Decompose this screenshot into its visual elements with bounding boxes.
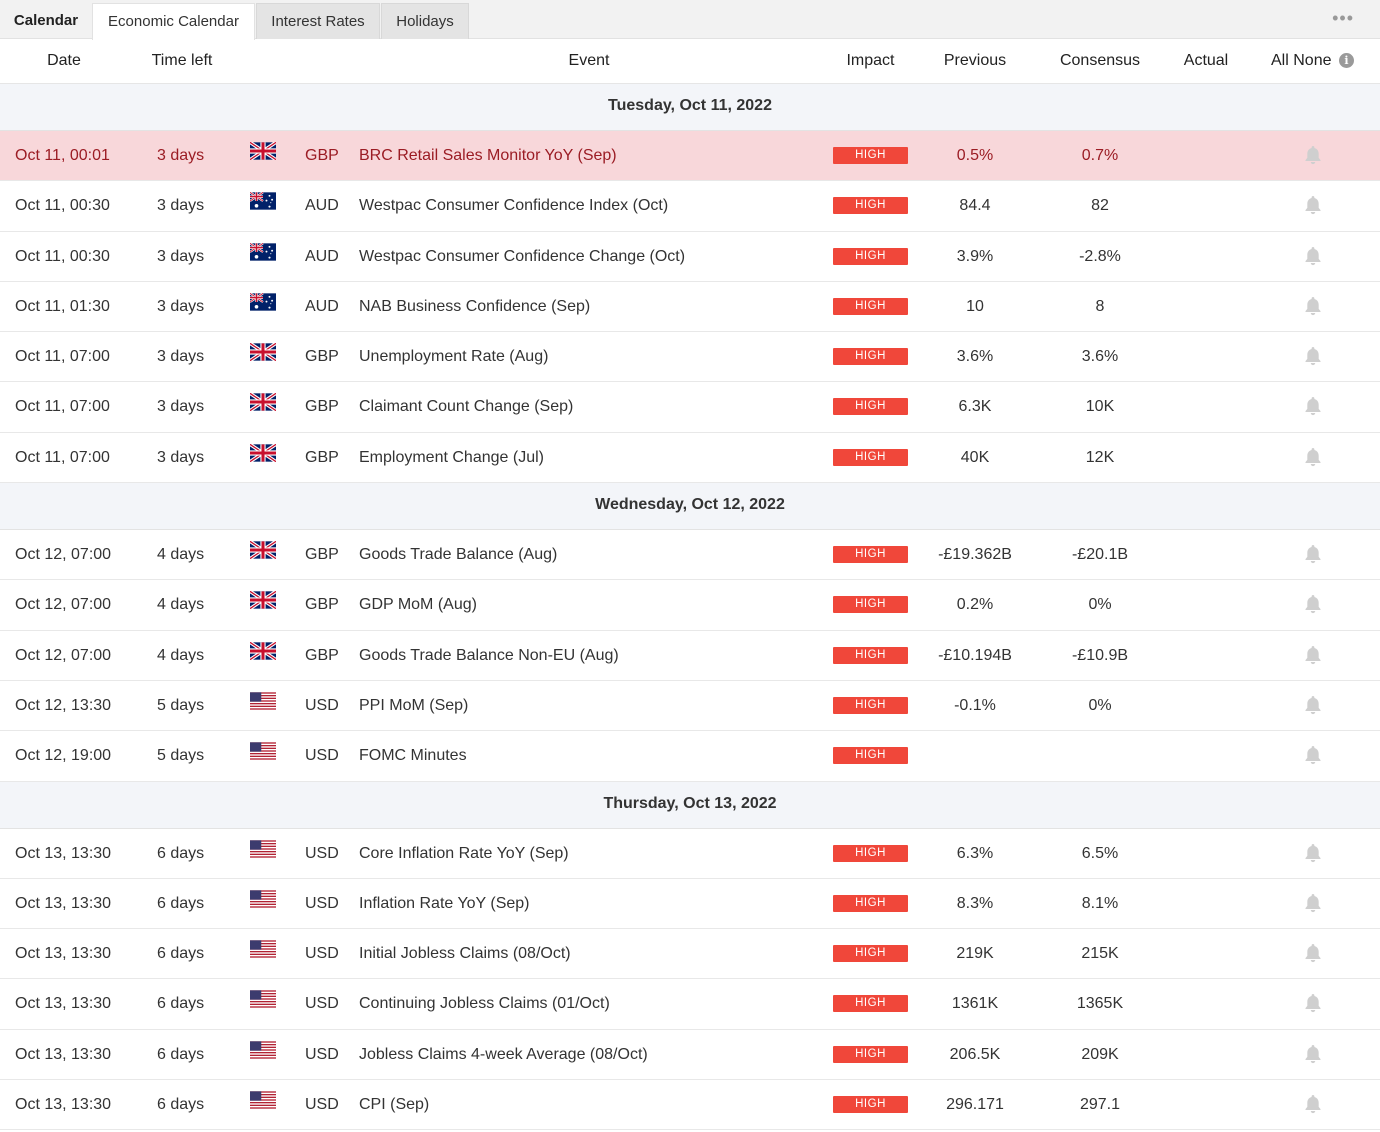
event-previous: 0.2% (956, 596, 994, 614)
impact-badge: HIGH (833, 697, 908, 714)
event-row[interactable] (0, 979, 1380, 1029)
event-previous: 84.4 (959, 197, 991, 215)
event-consensus: 0.7% (1081, 147, 1119, 164)
events-table (0, 84, 1380, 1130)
event-currency: AUD (305, 197, 339, 215)
impact-badge: HIGH (833, 596, 908, 613)
event-previous: 10 (966, 297, 984, 315)
event-time-left: 4 days (157, 596, 205, 614)
bell-icon[interactable] (1302, 644, 1324, 666)
au-flag-icon (250, 293, 276, 311)
event-row[interactable] (0, 232, 1380, 282)
event-row[interactable] (0, 631, 1380, 681)
event-time-left: 3 days (157, 147, 205, 164)
event-consensus: -2.8% (1079, 247, 1121, 265)
bell-icon[interactable] (1302, 345, 1324, 367)
event-previous: 6.3% (956, 844, 994, 862)
event-name[interactable]: Unemployment Rate (Aug) (359, 348, 549, 366)
event-row[interactable] (0, 580, 1380, 630)
event-currency: USD (305, 1096, 339, 1114)
event-time-left: 6 days (157, 844, 205, 862)
event-date: Oct 12, 07:00 (15, 546, 112, 564)
event-time-left: 6 days (157, 1045, 205, 1063)
event-row[interactable] (0, 929, 1380, 979)
event-name[interactable]: Jobless Claims 4-week Average (08/Oct) (359, 1045, 648, 1063)
event-date: Oct 13, 13:30 (15, 1096, 112, 1114)
impact-badge: HIGH (833, 845, 908, 862)
event-time-left: 5 days (157, 747, 205, 765)
event-currency: GBP (305, 546, 339, 564)
event-currency: AUD (305, 297, 339, 315)
event-previous: 296.171 (946, 1096, 1004, 1114)
us-flag-icon (250, 940, 276, 958)
event-row[interactable] (0, 731, 1380, 781)
column-event[interactable]: Event (568, 52, 610, 69)
event-date: Oct 12, 13:30 (15, 696, 112, 714)
event-currency: GBP (305, 348, 339, 366)
uk-flag-icon (250, 642, 276, 660)
event-time-left: 6 days (157, 945, 205, 963)
uk-flag-icon (250, 591, 276, 609)
event-name[interactable]: FOMC Minutes (359, 747, 467, 765)
event-date: Oct 11, 07:00 (15, 398, 110, 416)
bell-icon[interactable] (1302, 992, 1324, 1014)
event-consensus: 0% (1088, 596, 1112, 614)
impact-badge: HIGH (833, 747, 908, 764)
impact-badge: HIGH (833, 895, 908, 912)
table-header (0, 39, 1380, 84)
bell-icon[interactable] (1302, 194, 1324, 216)
event-row[interactable] (0, 282, 1380, 332)
bell-icon[interactable] (1302, 1043, 1324, 1065)
column-date[interactable]: Date (47, 52, 81, 69)
column-consensus[interactable]: Consensus (1059, 52, 1141, 69)
event-name[interactable]: PPI MoM (Sep) (359, 696, 469, 714)
event-consensus: 8.1% (1081, 894, 1119, 912)
event-time-left: 3 days (157, 348, 205, 366)
event-previous: 206.5K (949, 1045, 1001, 1063)
bell-icon[interactable] (1302, 744, 1324, 766)
day-separator: Tuesday, Oct 11, 2022 (0, 84, 1380, 131)
impact-badge: HIGH (833, 398, 908, 415)
event-consensus: 297.1 (1079, 1096, 1121, 1114)
uk-flag-icon (250, 393, 276, 411)
event-date: Oct 11, 07:00 (15, 348, 110, 366)
event-name[interactable]: Goods Trade Balance (Aug) (359, 546, 558, 564)
event-currency: USD (305, 995, 339, 1013)
event-previous: 3.9% (956, 247, 994, 265)
event-date: Oct 12, 07:00 (15, 596, 112, 614)
top-tab-bar (0, 0, 1380, 39)
impact-badge: HIGH (833, 147, 908, 164)
event-currency: USD (305, 1045, 339, 1063)
event-currency: AUD (305, 247, 339, 265)
event-name[interactable]: BRC Retail Sales Monitor YoY (Sep) (359, 147, 617, 164)
event-time-left: 3 days (157, 398, 205, 416)
uk-flag-icon (250, 142, 276, 160)
event-date: Oct 11, 00:30 (15, 197, 110, 215)
event-consensus: 10K (1085, 398, 1115, 416)
select-all-link[interactable]: All (1271, 52, 1289, 69)
event-consensus: -£10.9B (1071, 646, 1129, 664)
us-flag-icon (250, 1091, 276, 1109)
bell-icon[interactable] (1302, 942, 1324, 964)
event-date: Oct 13, 13:30 (15, 995, 112, 1013)
event-currency: GBP (305, 398, 339, 416)
bell-icon[interactable] (1302, 395, 1324, 417)
event-time-left: 6 days (157, 1096, 205, 1114)
event-time-left: 3 days (157, 297, 205, 315)
event-date: Oct 12, 07:00 (15, 646, 112, 664)
uk-flag-icon (250, 444, 276, 462)
event-date: Oct 13, 13:30 (15, 894, 112, 912)
uk-flag-icon (250, 541, 276, 559)
impact-badge: HIGH (833, 449, 908, 466)
event-row[interactable] (0, 181, 1380, 231)
event-name[interactable]: NAB Business Confidence (Sep) (359, 297, 591, 315)
event-consensus: 209K (1081, 1045, 1119, 1063)
day-separator: Wednesday, Oct 12, 2022 (0, 483, 1380, 530)
bell-icon[interactable] (1302, 593, 1324, 615)
event-time-left: 3 days (157, 448, 205, 466)
impact-badge: HIGH (833, 248, 908, 265)
event-previous: -0.1% (954, 696, 996, 714)
event-consensus: -£20.1B (1071, 546, 1129, 564)
event-time-left: 3 days (157, 197, 205, 215)
event-name[interactable]: Continuing Jobless Claims (01/Oct) (359, 995, 610, 1013)
event-currency: USD (305, 696, 339, 714)
event-previous: 3.6% (956, 348, 994, 366)
event-date: Oct 13, 13:30 (15, 844, 112, 862)
column-time-left[interactable]: Time left (151, 52, 213, 69)
tab-interest-rates[interactable]: Interest Rates (256, 3, 380, 39)
event-currency: GBP (305, 646, 339, 664)
event-row[interactable] (0, 879, 1380, 929)
impact-badge: HIGH (833, 945, 908, 962)
bell-icon[interactable] (1302, 892, 1324, 914)
event-row[interactable] (0, 131, 1380, 181)
us-flag-icon (250, 692, 276, 710)
event-name[interactable]: Employment Change (Jul) (359, 448, 544, 466)
info-icon[interactable]: i (1339, 53, 1354, 68)
tab-economic-calendar[interactable]: Economic Calendar (92, 3, 255, 40)
event-consensus: 82 (1091, 197, 1109, 215)
bell-icon[interactable] (1302, 144, 1324, 166)
event-consensus: 1365K (1076, 995, 1124, 1013)
event-name[interactable]: Claimant Count Change (Sep) (359, 398, 574, 416)
bell-icon[interactable] (1302, 543, 1324, 565)
bell-icon[interactable] (1302, 842, 1324, 864)
impact-badge: HIGH (833, 1096, 908, 1113)
day-separator: Thursday, Oct 13, 2022 (0, 782, 1380, 829)
event-time-left: 4 days (157, 646, 205, 664)
event-date: Oct 13, 13:30 (15, 945, 112, 963)
event-time-left: 6 days (157, 995, 205, 1013)
event-currency: USD (305, 747, 339, 765)
event-row[interactable] (0, 681, 1380, 731)
alert-toggle-group (1271, 39, 1354, 83)
column-previous[interactable]: Previous (943, 52, 1007, 69)
us-flag-icon (250, 890, 276, 908)
tab-holidays[interactable]: Holidays (381, 3, 469, 39)
impact-badge: HIGH (833, 546, 908, 563)
us-flag-icon (250, 742, 276, 760)
impact-badge: HIGH (833, 348, 908, 365)
impact-badge: HIGH (833, 647, 908, 664)
us-flag-icon (250, 990, 276, 1008)
bell-icon[interactable] (1302, 446, 1324, 468)
event-previous: 8.3% (956, 894, 994, 912)
uk-flag-icon (250, 343, 276, 361)
event-previous: 219K (956, 945, 994, 963)
event-previous: 6.3K (958, 398, 992, 416)
event-row[interactable] (0, 1030, 1380, 1080)
event-consensus: 12K (1085, 448, 1115, 466)
event-date: Oct 12, 19:00 (15, 747, 112, 765)
event-name[interactable]: Westpac Consumer Confidence Index (Oct) (359, 197, 669, 215)
impact-badge: HIGH (833, 298, 908, 315)
event-time-left: 5 days (157, 696, 205, 714)
us-flag-icon (250, 840, 276, 858)
event-currency: USD (305, 894, 339, 912)
event-currency: USD (305, 945, 339, 963)
event-name[interactable]: Core Inflation Rate YoY (Sep) (359, 844, 569, 862)
event-previous: 40K (960, 448, 990, 466)
event-row[interactable] (0, 829, 1380, 879)
impact-badge: HIGH (833, 197, 908, 214)
event-date: Oct 13, 13:30 (15, 1045, 112, 1063)
event-previous: 1361K (951, 995, 999, 1013)
event-date: Oct 11, 00:30 (15, 247, 110, 265)
event-date: Oct 11, 01:30 (15, 297, 110, 315)
event-name[interactable]: GDP MoM (Aug) (359, 596, 477, 614)
event-date: Oct 11, 00:01 (15, 147, 110, 164)
us-flag-icon (250, 1041, 276, 1059)
impact-badge: HIGH (833, 995, 908, 1012)
event-name[interactable]: Goods Trade Balance Non-EU (Aug) (359, 646, 619, 664)
event-time-left: 6 days (157, 894, 205, 912)
event-previous: -£10.194B (938, 646, 1012, 664)
event-name[interactable]: Westpac Consumer Confidence Change (Oct) (359, 247, 686, 265)
select-none-link[interactable]: None (1293, 52, 1332, 69)
event-row[interactable] (0, 433, 1380, 483)
event-row[interactable] (0, 1080, 1380, 1130)
event-row[interactable] (0, 382, 1380, 432)
event-consensus: 6.5% (1081, 844, 1119, 862)
event-time-left: 3 days (157, 247, 205, 265)
event-previous: -£19.362B (938, 546, 1012, 564)
event-currency: GBP (305, 448, 339, 466)
event-name[interactable]: Initial Jobless Claims (08/Oct) (359, 945, 571, 963)
bell-icon[interactable] (1302, 694, 1324, 716)
event-row[interactable] (0, 332, 1380, 382)
event-currency: GBP (305, 596, 339, 614)
au-flag-icon (250, 243, 276, 261)
event-consensus: 0% (1088, 696, 1112, 714)
event-name[interactable]: CPI (Sep) (359, 1096, 430, 1114)
event-consensus: 215K (1081, 945, 1119, 963)
event-consensus: 8 (1095, 297, 1105, 315)
column-impact[interactable]: Impact (846, 52, 895, 69)
more-options-icon[interactable]: ••• (1332, 8, 1354, 28)
event-currency: USD (305, 844, 339, 862)
event-date: Oct 11, 07:00 (15, 448, 110, 466)
bell-icon[interactable] (1302, 295, 1324, 317)
bell-icon[interactable] (1302, 1093, 1324, 1115)
column-actual[interactable]: Actual (1183, 52, 1229, 69)
impact-badge: HIGH (833, 1046, 908, 1063)
event-currency: GBP (305, 147, 339, 164)
bell-icon[interactable] (1302, 245, 1324, 267)
event-previous: 0.5% (956, 147, 994, 164)
au-flag-icon (250, 192, 276, 210)
calendar-title: Calendar (13, 12, 79, 29)
event-row[interactable] (0, 530, 1380, 580)
event-time-left: 4 days (157, 546, 205, 564)
event-name[interactable]: Inflation Rate YoY (Sep) (359, 894, 530, 912)
event-consensus: 3.6% (1081, 348, 1119, 366)
